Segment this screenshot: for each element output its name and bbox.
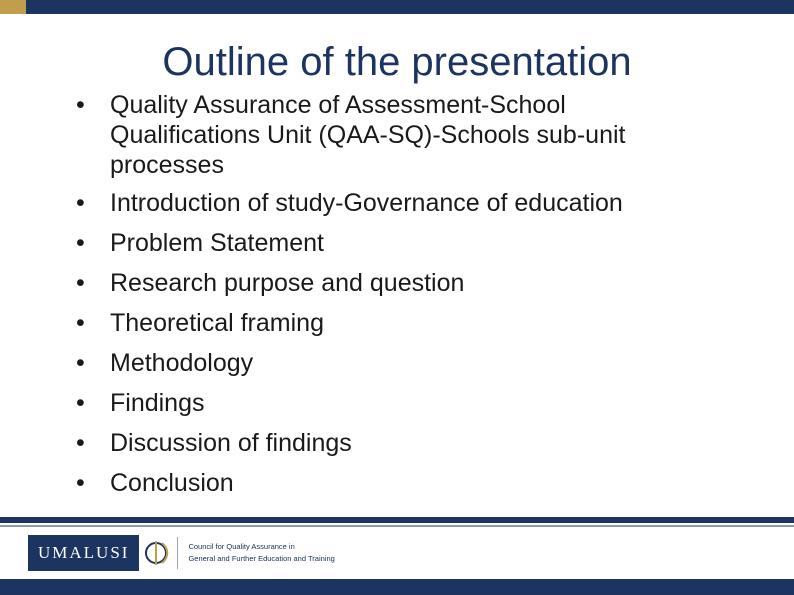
slide-title: Outline of the presentation — [162, 40, 632, 84]
umalusi-logo — [28, 535, 335, 571]
list-item-text: Conclusion — [110, 469, 234, 497]
list-item-text: Discussion of findings — [110, 429, 352, 457]
list-item-line: Quality Assurance of Assessment-School — [110, 91, 566, 119]
org-name-line2: General and Further Education and Training — [188, 554, 335, 563]
list-item-text: Theoretical framing — [110, 309, 324, 337]
bullet-icon: • — [76, 429, 85, 457]
logo-divider — [177, 537, 178, 569]
emblem-icon — [145, 537, 171, 569]
outline-list — [76, 90, 776, 508]
list-item — [76, 90, 776, 180]
list-item-text: Research purpose and question — [110, 269, 465, 297]
top-header-bar — [0, 0, 794, 14]
bottom-footer-bar — [0, 579, 794, 595]
logo-wordmark: UMALUSI — [28, 535, 139, 571]
list-item — [76, 188, 776, 218]
list-item — [76, 348, 776, 378]
list-item-text: Findings — [110, 389, 205, 417]
list-item — [76, 428, 776, 458]
bullet-icon: • — [76, 229, 85, 257]
footer-divider-thin — [0, 525, 794, 527]
list-item — [76, 228, 776, 258]
bullet-icon: • — [76, 349, 85, 377]
list-item — [76, 388, 776, 418]
list-item — [76, 308, 776, 338]
org-name-line1: Council for Quality Assurance in — [188, 542, 295, 551]
list-item — [76, 268, 776, 298]
list-item-line: processes — [110, 151, 224, 179]
list-item — [76, 468, 776, 498]
footer-divider — [0, 517, 794, 523]
list-item-line: Qualifications Unit (QAA-SQ)-Schools sub-unit — [110, 121, 626, 149]
list-item-text: Introduction of study-Governance of education — [110, 189, 623, 217]
bullet-icon: • — [76, 309, 85, 337]
list-item-text: Problem Statement — [110, 229, 324, 257]
bullet-icon: • — [76, 91, 85, 119]
bullet-icon: • — [76, 189, 85, 217]
bullet-icon: • — [76, 389, 85, 417]
bullet-icon: • — [76, 469, 85, 497]
bullet-icon: • — [76, 269, 85, 297]
list-item-text: Methodology — [110, 349, 254, 377]
org-name — [188, 541, 334, 565]
top-gold-accent — [0, 0, 26, 14]
